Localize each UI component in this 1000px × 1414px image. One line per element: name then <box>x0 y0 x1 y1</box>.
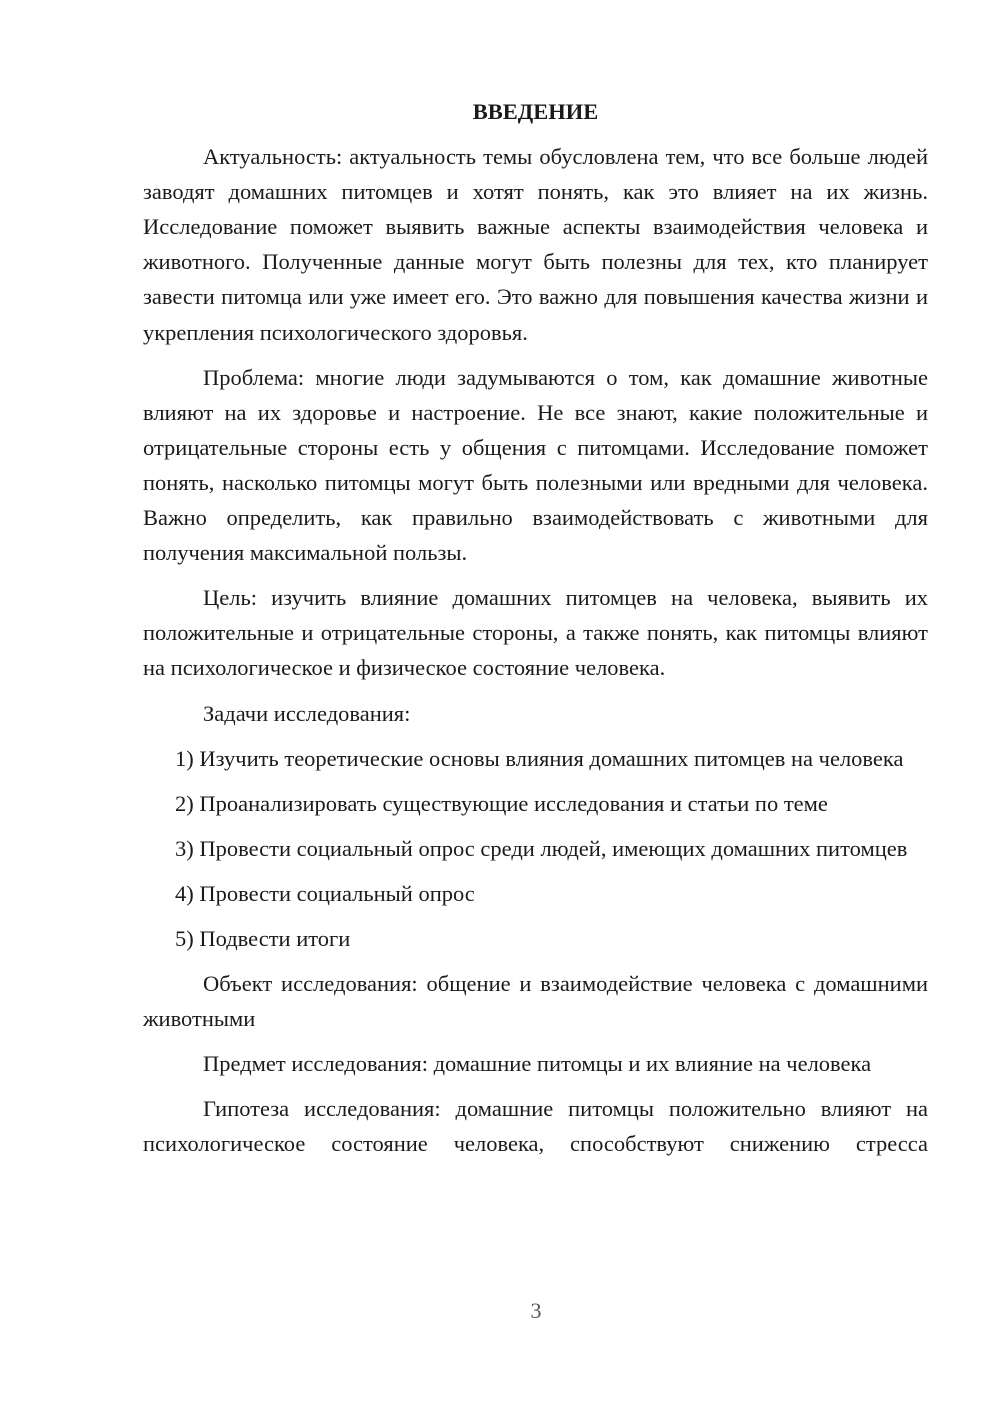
section-heading: ВВЕДЕНИЕ <box>472 99 599 124</box>
task-item: 4) Провести социальный опрос <box>175 880 475 906</box>
task-item: 1) Изучить теоретические основы влияния домашних питомцев на человека <box>175 745 904 771</box>
tasks-heading: Задачи исследования: <box>203 700 411 726</box>
paragraph-relevance: Актуальность: актуальность темы обусловлена тем, что все больше людей заводят домашних питомцев и хотят понять, как это влияет на их жизнь. Исследование поможет выявить важные аспекты взаимодействия человека и животного. Полученные данные могут быть полезны для тех, кто планирует завести питомца или уже имеет его. Это важно для повышения качества жизни и укрепления психологического здоровья. <box>143 144 928 345</box>
task-item: 3) Провести социальный опрос среди людей, имеющих домашних питомцев <box>175 835 908 861</box>
text-column <box>143 94 928 1172</box>
task-item: 2) Проанализировать существующие исследования и статьи по теме <box>175 790 828 816</box>
paragraph-goal: Цель: изучить влияние домашних питомцев на человека, выявить их положительные и отрицательные стороны, а также понять, как питомцы влияют на психологическое и физическое состояние человека. <box>143 585 928 681</box>
paragraph-hypothesis: Гипотеза исследования: домашние питомцы положительно влияют на психологическое состояние человека, способствуют снижению стресса <box>143 1096 928 1157</box>
paragraph-object: Объект исследования: общение и взаимодействие человека с домашними животными <box>143 971 928 1032</box>
paragraph-problem: Проблема: многие люди задумываются о том, как домашние животные влияют на их здоровье и настроение. Не все знают, какие положительные и отрицательные стороны есть у общения с питомцами. Исследование поможет понять, насколько питомцы могут быть полезными или вредными для человека. Важно определить, как правильно взаимодействовать с животными для получения максимальной пользы. <box>143 364 928 566</box>
task-item: 5) Подвести итоги <box>175 925 351 951</box>
paragraph-subject: Предмет исследования: домашние питомцы и их влияние на человека <box>203 1051 872 1077</box>
page-number: 3 <box>530 1298 542 1323</box>
